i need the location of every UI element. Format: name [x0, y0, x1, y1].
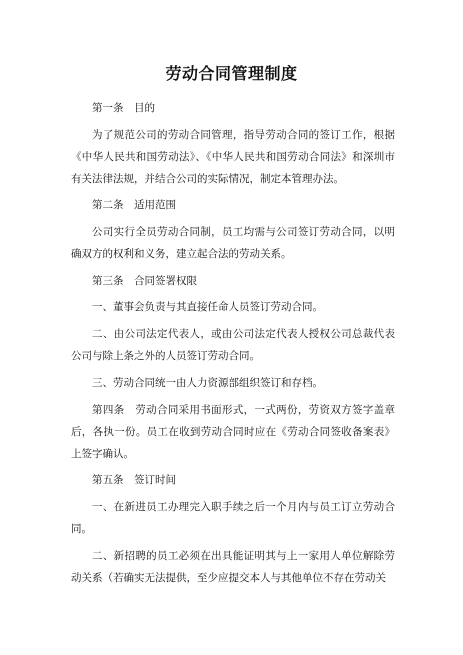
document-body: [71, 97, 395, 593]
article-3-item-3: 三、劳动合同统一由人力资源部组织签订和存档。: [92, 376, 323, 389]
article-3-item-2: 二、由公司法定代表人，或由公司法定代表人授权公司总裁代表公司与除上条之外的人员签订劳动合同。: [71, 328, 395, 363]
article-3-heading: 第三条 合同签署权限: [92, 274, 197, 287]
article-2-text: 公司实行全员劳动合同制，员工均需与公司签订劳动合同，以明确双方的权利和义务，建立起合法的劳动关系。: [71, 226, 395, 261]
article-1-text: 为了规范公司的劳动合同管理，指导劳动合同的签订工作，根据《中华人民共和国劳动法》、《中华人民共和国劳动合同法》和深圳市有关法律法规，并结合公司的实际情况，制定本管理办法。: [71, 128, 395, 185]
article-5-heading: 第五条 签订时间: [92, 474, 176, 487]
article-3-item-1: 一、董事会负责与其直接任命人员签订劳动合同。: [92, 301, 323, 314]
article-5-item-1: 一、在新进员工办理完入职手续之后一个月内与员工订立劳动合同。: [71, 500, 395, 535]
article-4-text: 第四条 劳动合同采用书面形式，一式两份，劳资双方签字盖章后，各执一份。员工在收到劳动合同时应在《劳动合同签收备案表》上签字确认。: [71, 403, 395, 460]
document-title: 劳动合同管理制度: [165, 64, 298, 83]
article-5-item-2: 二、新招聘的员工必须在出具能证明其与上一家用人单位解除劳动关系（若确实无法提供，至少应提交本人与其他单位不存在劳动关: [71, 549, 395, 584]
article-2-heading: 第二条 适用范围: [92, 199, 176, 212]
article-1-heading: 第一条 目的: [92, 102, 155, 114]
